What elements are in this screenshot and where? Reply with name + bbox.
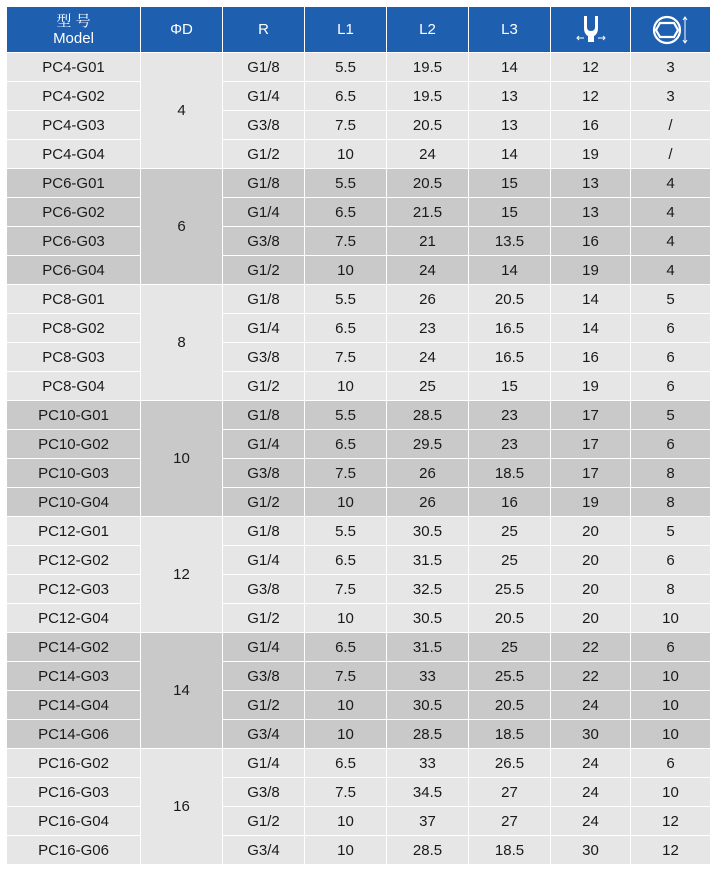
cell-l1: 10: [305, 807, 387, 836]
cell-phi-d: 8: [141, 285, 223, 401]
cell-r: G1/4: [223, 749, 305, 778]
cell-l2: 20.5: [387, 169, 469, 198]
cell-l3: 25: [469, 517, 551, 546]
header-hex: [631, 7, 711, 53]
cell-wrench-size: 19: [551, 372, 631, 401]
cell-l2: 24: [387, 256, 469, 285]
table-row: [7, 285, 711, 314]
cell-model: PC14-G03: [7, 662, 141, 691]
cell-hex-size: 5: [631, 401, 711, 430]
wrench-size-icon: [576, 14, 606, 46]
cell-wrench-size: 20: [551, 546, 631, 575]
cell-l3: 16.5: [469, 314, 551, 343]
cell-hex-size: 12: [631, 836, 711, 865]
table-row: [7, 633, 711, 662]
cell-r: G1/8: [223, 53, 305, 82]
cell-hex-size: 4: [631, 169, 711, 198]
cell-model: PC4-G01: [7, 53, 141, 82]
cell-model: PC6-G01: [7, 169, 141, 198]
cell-l2: 37: [387, 807, 469, 836]
cell-hex-size: 5: [631, 285, 711, 314]
table-row: [7, 575, 711, 604]
cell-l3: 26.5: [469, 749, 551, 778]
cell-hex-size: 4: [631, 227, 711, 256]
cell-hex-size: 12: [631, 807, 711, 836]
cell-wrench-size: 12: [551, 82, 631, 111]
cell-wrench-size: 12: [551, 53, 631, 82]
cell-l3: 23: [469, 401, 551, 430]
cell-l3: 27: [469, 778, 551, 807]
cell-hex-size: 10: [631, 604, 711, 633]
cell-r: G1/4: [223, 198, 305, 227]
table-row: [7, 488, 711, 517]
cell-r: G1/4: [223, 430, 305, 459]
cell-l1: 10: [305, 372, 387, 401]
cell-model: PC8-G03: [7, 343, 141, 372]
cell-l3: 13.5: [469, 227, 551, 256]
spec-table: [6, 6, 711, 865]
cell-phi-d: 12: [141, 517, 223, 633]
table-body: [7, 53, 711, 865]
table-row: [7, 691, 711, 720]
cell-wrench-size: 20: [551, 517, 631, 546]
cell-l3: 25: [469, 546, 551, 575]
cell-wrench-size: 19: [551, 488, 631, 517]
cell-model: PC8-G02: [7, 314, 141, 343]
cell-l2: 30.5: [387, 604, 469, 633]
cell-hex-size: 8: [631, 575, 711, 604]
cell-l1: 7.5: [305, 778, 387, 807]
cell-hex-size: /: [631, 140, 711, 169]
cell-hex-size: 8: [631, 459, 711, 488]
cell-hex-size: 6: [631, 633, 711, 662]
cell-model: PC4-G03: [7, 111, 141, 140]
cell-wrench-size: 30: [551, 720, 631, 749]
cell-l3: 25: [469, 633, 551, 662]
cell-l3: 20.5: [469, 604, 551, 633]
header-l1: L1: [305, 7, 387, 53]
table-row: [7, 749, 711, 778]
cell-r: G1/2: [223, 140, 305, 169]
cell-r: G3/8: [223, 111, 305, 140]
table-row: [7, 662, 711, 691]
cell-wrench-size: 19: [551, 256, 631, 285]
header-row: [7, 7, 711, 53]
cell-model: PC8-G01: [7, 285, 141, 314]
cell-r: G1/8: [223, 285, 305, 314]
cell-r: G3/8: [223, 227, 305, 256]
cell-l3: 23: [469, 430, 551, 459]
cell-wrench-size: 24: [551, 807, 631, 836]
cell-model: PC6-G02: [7, 198, 141, 227]
table-row: [7, 546, 711, 575]
cell-l1: 10: [305, 836, 387, 865]
cell-phi-d: 10: [141, 401, 223, 517]
cell-l2: 33: [387, 749, 469, 778]
table-row: [7, 836, 711, 865]
cell-l1: 5.5: [305, 401, 387, 430]
cell-hex-size: 10: [631, 778, 711, 807]
cell-l1: 10: [305, 488, 387, 517]
cell-l3: 13: [469, 111, 551, 140]
cell-l1: 10: [305, 691, 387, 720]
cell-l2: 21.5: [387, 198, 469, 227]
cell-wrench-size: 13: [551, 198, 631, 227]
cell-model: PC12-G03: [7, 575, 141, 604]
cell-l2: 31.5: [387, 546, 469, 575]
table-row: [7, 111, 711, 140]
cell-l3: 18.5: [469, 459, 551, 488]
hex-size-icon: [649, 14, 693, 46]
cell-l2: 19.5: [387, 53, 469, 82]
cell-hex-size: 6: [631, 343, 711, 372]
cell-l2: 19.5: [387, 82, 469, 111]
cell-l1: 7.5: [305, 111, 387, 140]
cell-phi-d: 4: [141, 53, 223, 169]
cell-r: G1/2: [223, 372, 305, 401]
cell-l2: 34.5: [387, 778, 469, 807]
cell-wrench-size: 16: [551, 343, 631, 372]
cell-model: PC10-G01: [7, 401, 141, 430]
cell-model: PC12-G01: [7, 517, 141, 546]
header-model: [7, 7, 141, 53]
cell-l1: 7.5: [305, 575, 387, 604]
cell-wrench-size: 22: [551, 662, 631, 691]
cell-hex-size: 6: [631, 749, 711, 778]
cell-model: PC12-G04: [7, 604, 141, 633]
cell-l1: 5.5: [305, 53, 387, 82]
cell-wrench-size: 17: [551, 430, 631, 459]
cell-wrench-size: 19: [551, 140, 631, 169]
cell-l2: 21: [387, 227, 469, 256]
cell-wrench-size: 20: [551, 604, 631, 633]
cell-l1: 7.5: [305, 459, 387, 488]
cell-l1: 5.5: [305, 517, 387, 546]
cell-phi-d: 6: [141, 169, 223, 285]
cell-model: PC10-G04: [7, 488, 141, 517]
cell-model: PC14-G04: [7, 691, 141, 720]
cell-model: PC10-G02: [7, 430, 141, 459]
cell-l1: 6.5: [305, 546, 387, 575]
cell-hex-size: 6: [631, 314, 711, 343]
cell-l2: 26: [387, 285, 469, 314]
cell-r: G3/8: [223, 575, 305, 604]
cell-l2: 30.5: [387, 691, 469, 720]
cell-wrench-size: 14: [551, 285, 631, 314]
cell-l1: 7.5: [305, 662, 387, 691]
cell-r: G3/4: [223, 836, 305, 865]
cell-l3: 14: [469, 256, 551, 285]
cell-r: G1/8: [223, 517, 305, 546]
table-row: [7, 343, 711, 372]
cell-l1: 7.5: [305, 227, 387, 256]
cell-model: PC16-G02: [7, 749, 141, 778]
cell-wrench-size: 17: [551, 401, 631, 430]
cell-l2: 31.5: [387, 633, 469, 662]
table-row: [7, 256, 711, 285]
cell-l1: 10: [305, 720, 387, 749]
cell-l1: 6.5: [305, 430, 387, 459]
cell-model: PC4-G04: [7, 140, 141, 169]
cell-l1: 7.5: [305, 343, 387, 372]
cell-model: PC14-G02: [7, 633, 141, 662]
cell-l2: 32.5: [387, 575, 469, 604]
header-phi-d: ΦD: [141, 7, 223, 53]
cell-r: G1/2: [223, 807, 305, 836]
cell-l2: 23: [387, 314, 469, 343]
cell-l3: 14: [469, 140, 551, 169]
cell-wrench-size: 13: [551, 169, 631, 198]
cell-l3: 16.5: [469, 343, 551, 372]
header-wrench: [551, 7, 631, 53]
cell-hex-size: 6: [631, 430, 711, 459]
cell-wrench-size: 24: [551, 749, 631, 778]
cell-r: G3/8: [223, 459, 305, 488]
cell-l3: 27: [469, 807, 551, 836]
table-row: [7, 517, 711, 546]
cell-l1: 10: [305, 140, 387, 169]
cell-wrench-size: 17: [551, 459, 631, 488]
cell-l1: 6.5: [305, 82, 387, 111]
cell-l2: 28.5: [387, 836, 469, 865]
cell-wrench-size: 30: [551, 836, 631, 865]
cell-l3: 13: [469, 82, 551, 111]
cell-r: G1/4: [223, 633, 305, 662]
table-row: [7, 604, 711, 633]
table-row: [7, 720, 711, 749]
cell-l3: 25.5: [469, 662, 551, 691]
cell-wrench-size: 16: [551, 111, 631, 140]
cell-l1: 6.5: [305, 314, 387, 343]
cell-l3: 15: [469, 198, 551, 227]
table-row: [7, 778, 711, 807]
cell-r: G3/8: [223, 343, 305, 372]
cell-l2: 26: [387, 459, 469, 488]
header-l2: L2: [387, 7, 469, 53]
cell-r: G3/8: [223, 662, 305, 691]
cell-r: G1/4: [223, 546, 305, 575]
header-model-en: Model: [53, 29, 94, 47]
cell-hex-size: 3: [631, 82, 711, 111]
cell-model: PC4-G02: [7, 82, 141, 111]
cell-hex-size: 10: [631, 691, 711, 720]
table-header: [7, 7, 711, 53]
cell-model: PC6-G03: [7, 227, 141, 256]
table-row: [7, 314, 711, 343]
cell-l3: 15: [469, 372, 551, 401]
cell-wrench-size: 24: [551, 778, 631, 807]
cell-hex-size: /: [631, 111, 711, 140]
cell-hex-size: 10: [631, 662, 711, 691]
cell-hex-size: 8: [631, 488, 711, 517]
cell-l3: 14: [469, 53, 551, 82]
table-row: [7, 53, 711, 82]
table-row: [7, 227, 711, 256]
cell-l2: 26: [387, 488, 469, 517]
cell-l3: 20.5: [469, 691, 551, 720]
cell-l3: 18.5: [469, 720, 551, 749]
cell-r: G1/8: [223, 401, 305, 430]
cell-hex-size: 5: [631, 517, 711, 546]
cell-phi-d: 14: [141, 633, 223, 749]
cell-l1: 6.5: [305, 749, 387, 778]
cell-hex-size: 3: [631, 53, 711, 82]
table-row: [7, 372, 711, 401]
cell-l1: 6.5: [305, 633, 387, 662]
cell-r: G1/2: [223, 256, 305, 285]
table-row: [7, 807, 711, 836]
cell-l2: 33: [387, 662, 469, 691]
cell-l1: 5.5: [305, 169, 387, 198]
cell-r: G3/4: [223, 720, 305, 749]
cell-model: PC10-G03: [7, 459, 141, 488]
cell-wrench-size: 16: [551, 227, 631, 256]
cell-l3: 18.5: [469, 836, 551, 865]
cell-l2: 28.5: [387, 401, 469, 430]
cell-r: G1/2: [223, 604, 305, 633]
cell-l3: 16: [469, 488, 551, 517]
table-row: [7, 82, 711, 111]
cell-l3: 20.5: [469, 285, 551, 314]
cell-l1: 10: [305, 256, 387, 285]
cell-model: PC16-G03: [7, 778, 141, 807]
cell-model: PC8-G04: [7, 372, 141, 401]
cell-l1: 5.5: [305, 285, 387, 314]
table-row: [7, 198, 711, 227]
cell-hex-size: 10: [631, 720, 711, 749]
cell-r: G3/8: [223, 778, 305, 807]
cell-wrench-size: 24: [551, 691, 631, 720]
cell-hex-size: 6: [631, 372, 711, 401]
cell-model: PC6-G04: [7, 256, 141, 285]
cell-r: G1/2: [223, 488, 305, 517]
cell-r: G1/4: [223, 82, 305, 111]
cell-wrench-size: 14: [551, 314, 631, 343]
cell-l3: 15: [469, 169, 551, 198]
table-row: [7, 459, 711, 488]
cell-hex-size: 4: [631, 256, 711, 285]
cell-l1: 6.5: [305, 198, 387, 227]
cell-l2: 29.5: [387, 430, 469, 459]
cell-model: PC16-G04: [7, 807, 141, 836]
table-row: [7, 401, 711, 430]
cell-l1: 10: [305, 604, 387, 633]
cell-l2: 25: [387, 372, 469, 401]
cell-phi-d: 16: [141, 749, 223, 865]
header-r: R: [223, 7, 305, 53]
cell-l2: 30.5: [387, 517, 469, 546]
cell-hex-size: 4: [631, 198, 711, 227]
header-model-cn: 型 号: [56, 12, 91, 30]
cell-r: G1/4: [223, 314, 305, 343]
cell-l2: 20.5: [387, 111, 469, 140]
header-l3: L3: [469, 7, 551, 53]
cell-l3: 25.5: [469, 575, 551, 604]
cell-model: PC14-G06: [7, 720, 141, 749]
cell-model: PC12-G02: [7, 546, 141, 575]
table-row: [7, 430, 711, 459]
cell-r: G1/8: [223, 169, 305, 198]
cell-r: G1/2: [223, 691, 305, 720]
cell-wrench-size: 20: [551, 575, 631, 604]
cell-model: PC16-G06: [7, 836, 141, 865]
cell-l2: 24: [387, 343, 469, 372]
table-row: [7, 140, 711, 169]
table-row: [7, 169, 711, 198]
cell-hex-size: 6: [631, 546, 711, 575]
cell-l2: 28.5: [387, 720, 469, 749]
cell-wrench-size: 22: [551, 633, 631, 662]
cell-l2: 24: [387, 140, 469, 169]
